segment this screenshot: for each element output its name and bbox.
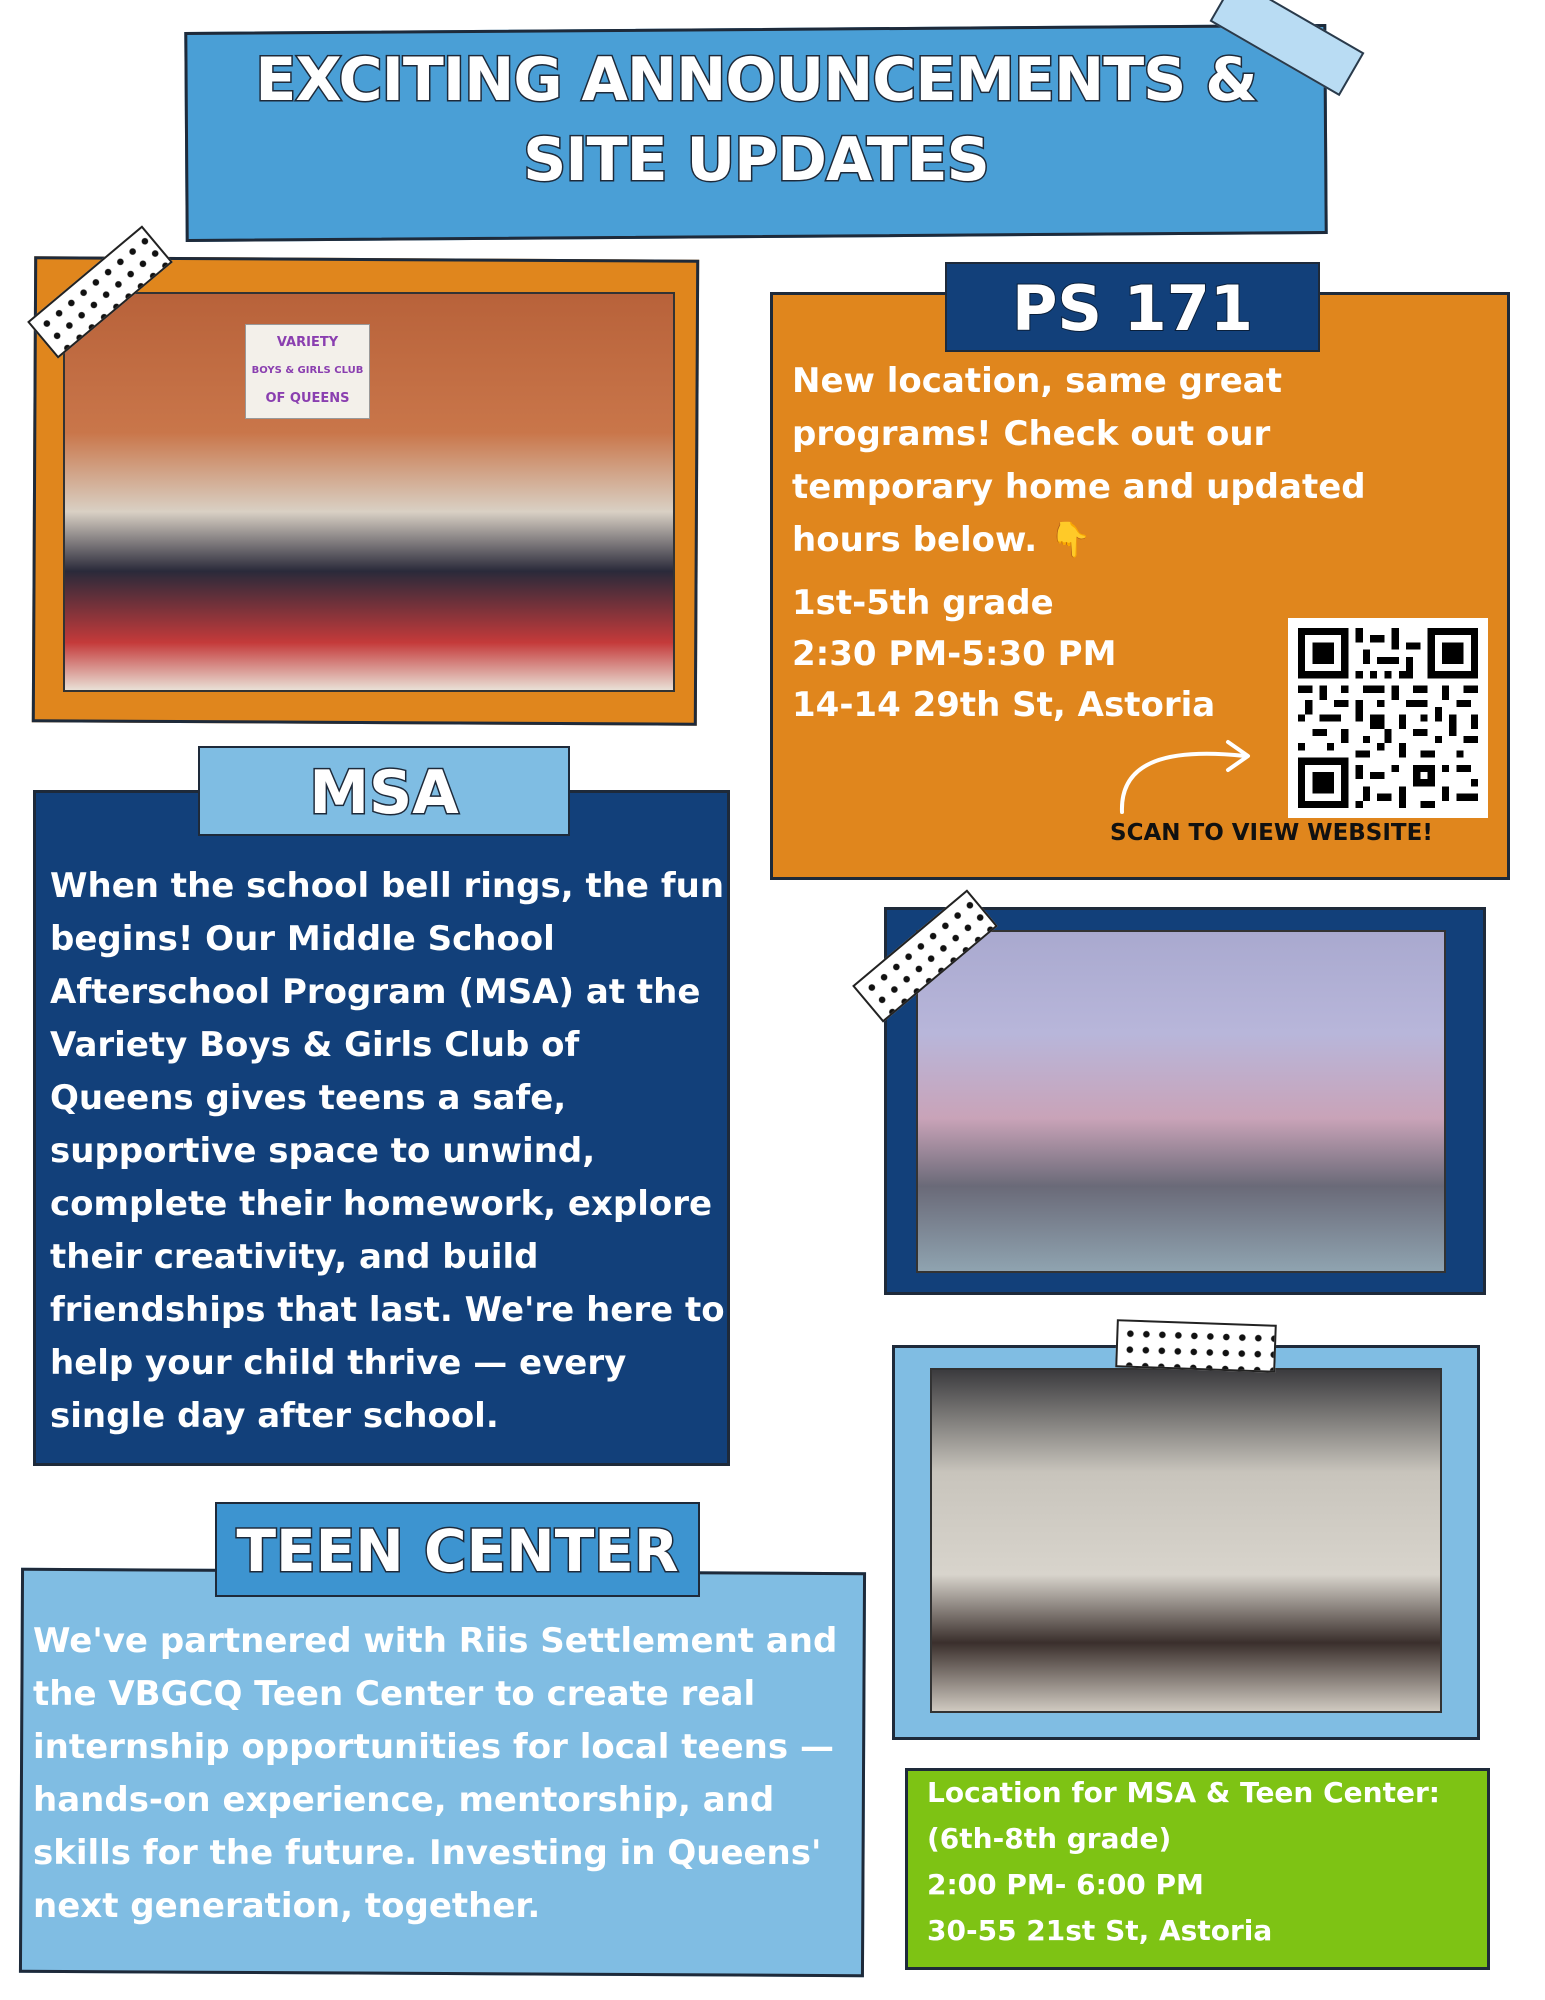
tape-decoration [1115,1319,1277,1373]
location-address: 30-55 21st St, Astoria [927,1914,1273,1947]
ps171-hours: 2:30 PM-5:30 PM [792,634,1117,674]
location-heading: Location for MSA & Teen Center: [927,1776,1440,1809]
arrow-icon [1110,720,1260,820]
teen-center-title: TEEN CENTER [215,1502,700,1597]
classroom-photo [930,1368,1442,1713]
ps171-details [792,578,1262,731]
location-hours: 2:00 PM- 6:00 PM [927,1868,1204,1901]
msa-body: When the school bell rings, the fun begins! Our Middle School Afterschool Program (MSA) at the Variety Boys & Girls Club of Queens gives teens a safe, supportive space to unwind, complete their homework, explore their creativity, and build friendships that last. We're here to help your child thrive — every single day after school. [50,866,725,1436]
scan-label: SCAN TO VIEW WEBSITE! [1110,820,1433,846]
qr-code[interactable] [1288,618,1488,818]
ps171-grades: 1st-5th grade [792,583,1054,623]
ps171-intro: New location, same great programs! Check out our temporary home and updated hours below. 👇 [792,361,1366,560]
teen-center-body: We've partnered with Riis Settlement and the VBGCQ Teen Center to create real internship opportunities for local teens — hands-on experience, mentorship, and skills for the future. Investing in Queens' next generation, together. [33,1621,838,1926]
page-title [185,40,1327,200]
location-grades: (6th-8th grade) [927,1822,1172,1855]
club-sign: VARIETY BOYS & GIRLS CLUB OF QUEENS [245,324,370,419]
ps171-address: 14-14 29th St, Astoria [792,685,1216,725]
title-line-1: EXCITING ANNOUNCEMENTS & [255,45,1257,115]
group-photo-toy-drive [63,292,675,692]
msa-title: MSA [198,746,570,836]
location-details [927,1770,1492,1954]
title-line-2: SITE UPDATES [523,125,989,195]
activity-photo-slime [916,930,1446,1273]
ps171-title: PS 171 [945,262,1320,352]
